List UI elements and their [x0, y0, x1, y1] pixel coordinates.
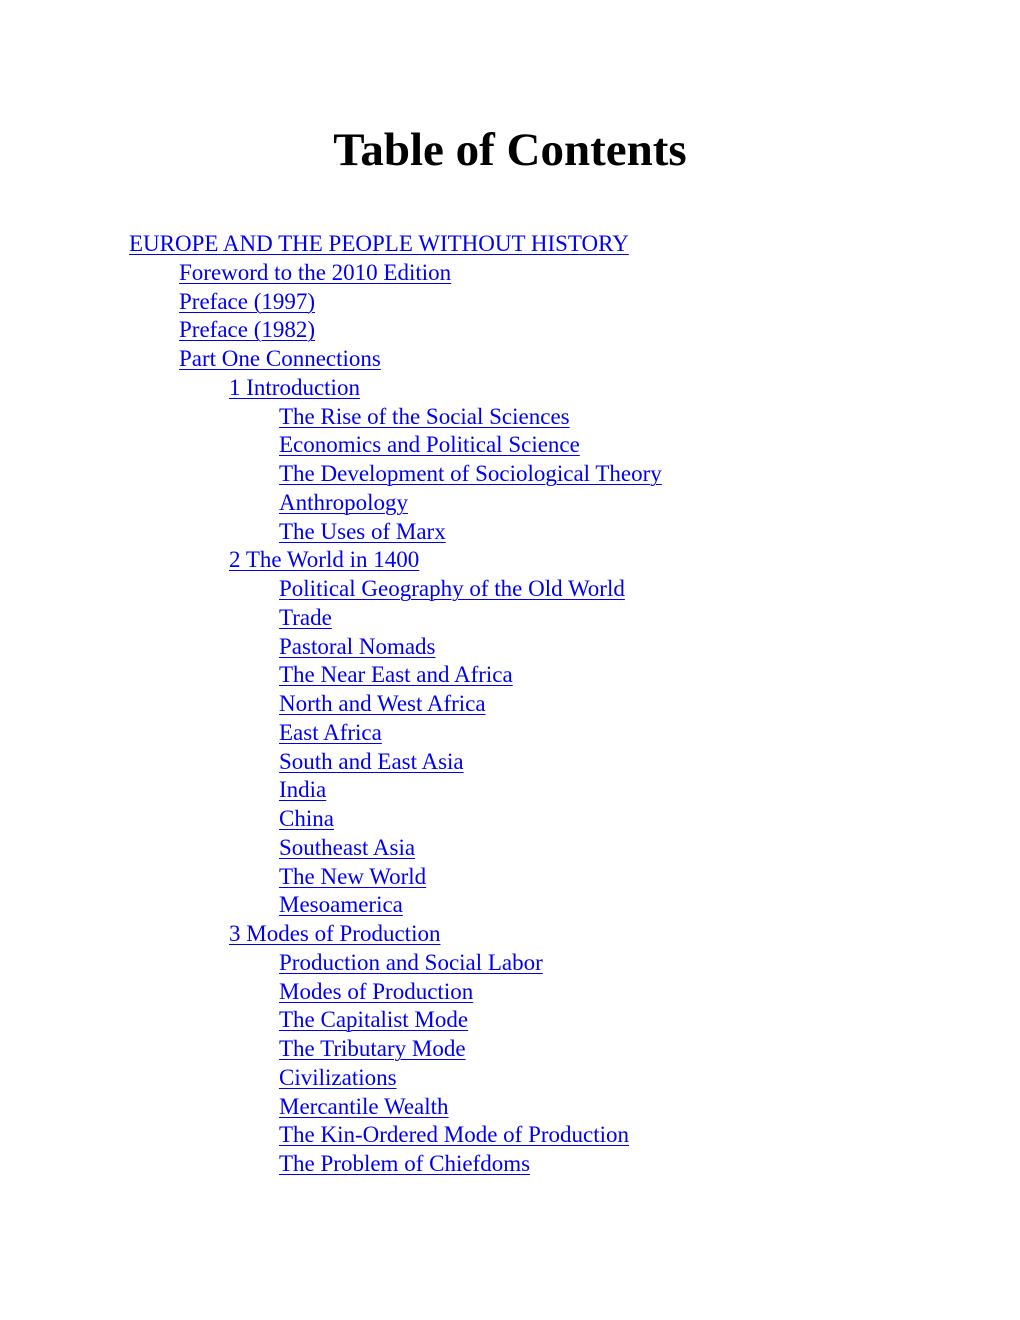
toc-link[interactable]: Anthropology [279, 489, 409, 515]
toc-entry [129, 230, 662, 259]
toc-link[interactable]: Civilizations [279, 1064, 397, 1090]
toc-link[interactable]: Mesoamerica [279, 892, 403, 918]
toc-entry [129, 891, 662, 920]
toc-link[interactable]: Part One Connections [179, 346, 381, 371]
toc-link[interactable]: Southeast Asia [279, 834, 416, 860]
toc-link[interactable]: The New World [279, 863, 427, 889]
toc-entry [129, 403, 662, 432]
toc-link[interactable]: Preface (1982) [179, 317, 316, 343]
toc-entry [129, 748, 662, 777]
toc-link[interactable]: Political Geography of the Old World [279, 576, 625, 601]
toc-link[interactable]: 3 Modes of Production [229, 921, 441, 946]
toc-link[interactable]: Pastoral Nomads [279, 633, 436, 659]
toc-entry [129, 776, 662, 805]
toc-link[interactable]: North and West Africa [279, 691, 486, 716]
toc-entry [129, 489, 662, 518]
table-of-contents [129, 230, 662, 1179]
toc-link[interactable]: East Africa [279, 719, 382, 745]
toc-link[interactable]: India [279, 777, 327, 803]
toc-entry [129, 661, 662, 690]
toc-link[interactable]: Foreword to the 2010 Edition [179, 259, 452, 285]
toc-entry [129, 920, 662, 949]
toc-entry [129, 374, 662, 403]
toc-entry [129, 978, 662, 1007]
toc-entry [129, 863, 662, 892]
toc-link[interactable]: Economics and Political Science [279, 432, 580, 458]
toc-link[interactable]: China [279, 806, 334, 831]
toc-entry [129, 1093, 662, 1122]
toc-entry [129, 834, 662, 863]
toc-entry [129, 316, 662, 345]
toc-link[interactable]: 1 Introduction [229, 374, 360, 400]
toc-entry [129, 719, 662, 748]
toc-link[interactable]: The Uses of Marx [279, 518, 446, 544]
toc-link[interactable]: The Capitalist Mode [279, 1007, 469, 1033]
toc-entry [129, 288, 662, 317]
toc-entry [129, 345, 662, 374]
toc-link[interactable]: 2 The World in 1400 [229, 547, 420, 573]
toc-entry [129, 1150, 662, 1179]
toc-entry [129, 546, 662, 575]
toc-entry [129, 633, 662, 662]
page-title: Table of Contents [333, 124, 687, 176]
toc-link[interactable]: The Rise of the Social Sciences [279, 403, 570, 429]
toc-link[interactable]: The Problem of Chiefdoms [279, 1151, 531, 1176]
toc-link[interactable]: Production and Social Labor [279, 949, 543, 975]
toc-entry [129, 460, 662, 489]
toc-entry [129, 949, 662, 978]
toc-link[interactable]: The Development of Sociological Theory [279, 461, 662, 486]
toc-link[interactable]: Preface (1997) [179, 288, 316, 314]
toc-entry [129, 518, 662, 547]
toc-link[interactable]: Modes of Production [279, 978, 474, 1004]
toc-entry [129, 1121, 662, 1150]
toc-link[interactable]: Trade [279, 604, 332, 630]
toc-entry [129, 690, 662, 719]
toc-entry [129, 431, 662, 460]
toc-entry [129, 259, 662, 288]
toc-entry [129, 1035, 662, 1064]
toc-entry [129, 575, 662, 604]
toc-link[interactable]: The Kin-Ordered Mode of Production [279, 1122, 630, 1148]
toc-entry [129, 1064, 662, 1093]
toc-link[interactable]: Mercantile Wealth [279, 1093, 449, 1119]
toc-link[interactable]: EUROPE AND THE PEOPLE WITHOUT HISTORY [129, 231, 629, 256]
toc-entry [129, 805, 662, 834]
toc-link[interactable]: The Near East and Africa [279, 662, 513, 688]
toc-link[interactable]: The Tributary Mode [279, 1036, 466, 1061]
toc-entry [129, 604, 662, 633]
toc-link[interactable]: South and East Asia [279, 748, 464, 774]
toc-entry [129, 1006, 662, 1035]
